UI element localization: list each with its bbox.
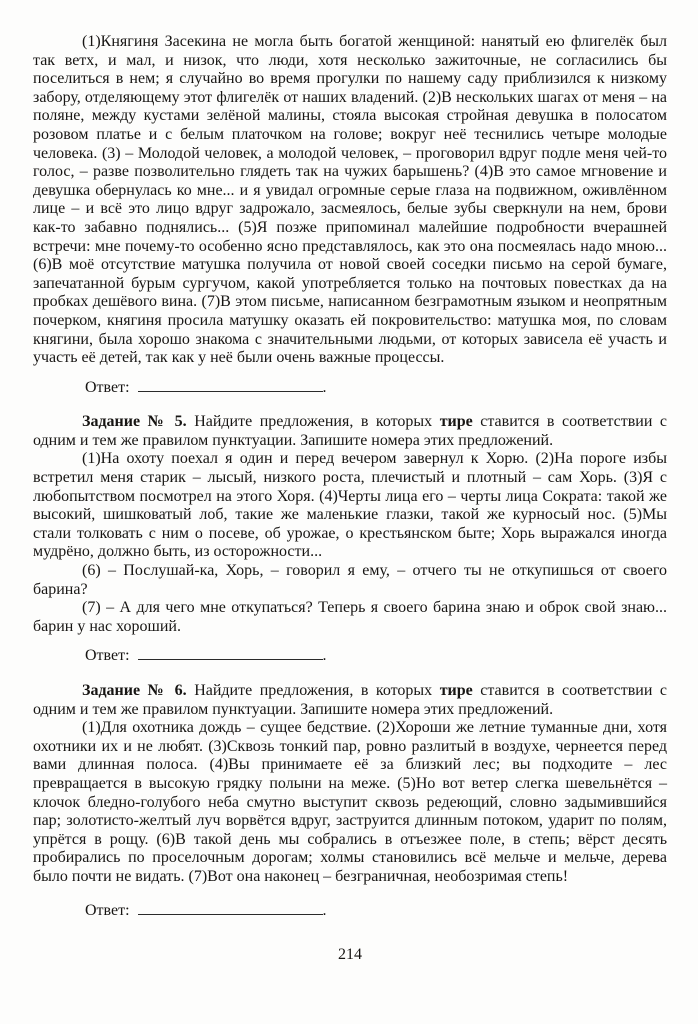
- task5-label: Задание № 5.: [82, 413, 187, 431]
- top-passage-text: (1)Княгиня Засекина не могла быть богатой женщиной: нанятый ею флигелёк был так ветх, и мал, и низок, что люди, хотя несколько зажиточные, не согласились бы поселиться в нем; я случайно во время прогулки по нашему саду приблизился к низкому забору, отделяющему этот флигелёк от наших владений. (2)В нескольких шагах от меня – на поляне, между кустами зелёной малины, стояла высокая стройная девушка в полосатом розовом платье и с белым платочком на голове; вокруг неё теснились четыре молодые человека. (3) – Молодой человек, а молодой человек, – проговорил вдруг подле меня чей-то голос, – разве позволительно глядеть так на чужих барышень? (4)В это самое мгновение и девушка обернулась ко мне... и я увидал огромные серые глаза на подвижном, оживлённом лице – и всё это лицо вдруг задрожало, засмеялось, белые зубы сверкнули на нем, брови как-то забавно поднялись... (5)Я позже припоминал малейшие подробности вчерашней встречи: мне почему-то особенно ясно представлялось, как это она посмеялась надо мною... (6)В моё отсутствие матушка получила от новой своей соседки письмо на серой бумаге, запечатанной бурым сургучом, какой употребляется только на почтовых повестках да на пробках дешёвого вина. (7)В этом письме, написанном безграмотным языком и неопрятным почерком, княгиня просила матушку оказать ей покровительство: матушка моя, по словам княгини, была хорошо знакома с значительными людьми, от которых зависела её участь и участь её детей, так как у неё были очень важные процессы.: [33, 33, 667, 367]
- page-number: 214: [338, 946, 362, 964]
- answer-blank-line: [138, 901, 323, 915]
- task6-label: Задание № 6.: [82, 682, 187, 699]
- answer-label: Ответ:: [85, 901, 130, 919]
- answer-blank-line: [138, 378, 323, 392]
- task6-passage-paragraph-1: (1)Для охотника дождь – сущее бедствие. (2)Хороши же летние туманные дни, хотя охотники их и не любят. (3)Сквозь тонкий пар, ровно разлитый в воздухе, чернеется перед вами длинная полоса. (4)Вы принимаете её за близкий лес; вы подходите – лес превращается в высокую грядку полыни на меже. (5)Но вот ветер слегка шевельнётся – клочок бледно-голубого неба смутно выступит сквозь редеющий, словно задымившийся пар; золотисто-желтый луч ворвётся вдруг, заструится длинным потоком, ударит по полям, упрётся в рощу. (6)В такой день мы собрались в отъезжее поле, в степь; вёрст десять пробирались по проселочным дорогам; холмы становились всё мельче и мельче, дерева было почти не видать. (7)Вот она наконец – безграничная, необозримая степь!: [33, 719, 667, 885]
- answer-period: .: [322, 647, 327, 665]
- task6-bold-word: тире: [439, 682, 473, 699]
- answer-row-3: [33, 901, 667, 921]
- task5-passage-paragraph-1: (1)На охоту поехал я один и перед вечером завернул к Хорю. (2)На пороге избы встретил меня старик – лысый, низкого роста, плечистый и плотный – сам Хорь. (3)Я с любопытством посмотрел на этого Хоря. (4)Черты лица его – черты лица Сократа: такой же высокий, шишковатый лоб, такие же маленькие глазки, такой же курносый нос. (5)Мы стали толковать с ним о посеве, об урожае, о крестьянском быте; Хорь выражался иногда мудрёно, должно быть, из осторожности...: [33, 450, 667, 561]
- answer-row-1: [33, 378, 667, 398]
- task5-header-text-2: ставится в соответствии с одним и тем же правилом пунктуации. Запишите номера этих предложений.: [33, 413, 668, 449]
- answer-period: .: [322, 901, 327, 919]
- task6-header-text-2: ставится в соответствии с одним и тем же правилом пунктуации. Запишите номера этих предложений.: [33, 682, 668, 718]
- answer-row-2: [33, 646, 667, 666]
- task5-passage-paragraph-2: (6) – Послушай-ка, Хорь, – говорил я ему, – отчего ты не откупишься от своего барина?: [33, 562, 667, 598]
- answer-label: Ответ:: [85, 647, 130, 665]
- task5-header-text-1: Найдите предложения, в которых: [186, 413, 440, 431]
- answer-period: .: [322, 378, 327, 396]
- answer-label: Ответ:: [85, 378, 130, 396]
- task6-header: [33, 682, 667, 719]
- task5-header: [33, 413, 667, 450]
- task5-bold-word: тире: [439, 413, 473, 431]
- task5-passage-paragraph-3: (7) – А для чего мне откупаться? Теперь я своего барина знаю и оброк свой знаю... барин у нас хороший.: [33, 599, 667, 635]
- task6-header-text-1: Найдите предложения, в которых: [186, 682, 440, 699]
- answer-blank-line: [138, 646, 323, 660]
